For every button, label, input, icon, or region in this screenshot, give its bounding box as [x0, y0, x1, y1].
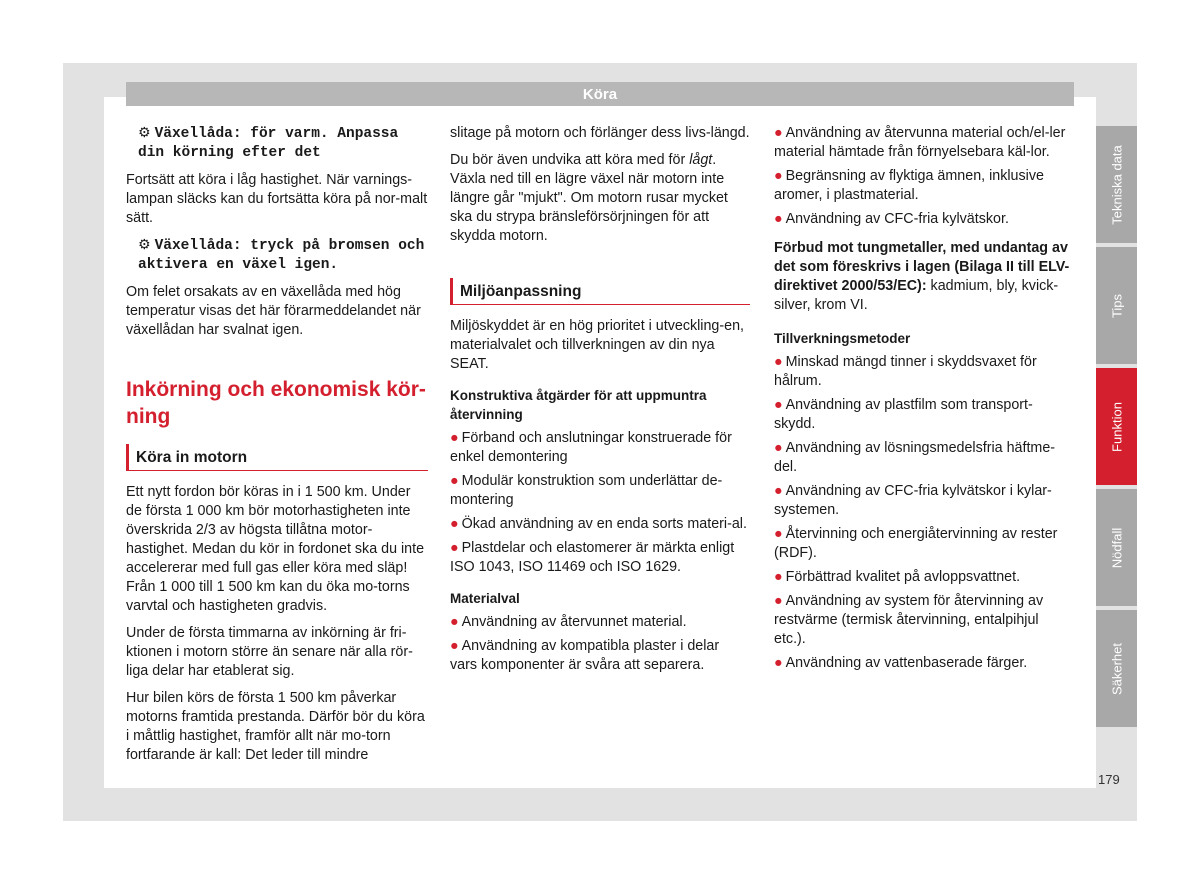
warning-gearbox-hot: [138, 124, 428, 163]
column-2: [450, 124, 750, 680]
tab-nodfall[interactable]: Nödfall: [1096, 489, 1137, 606]
text-span: Du bör även undvika att köra med för: [450, 152, 690, 168]
paragraph: Om felet orsakats av en växellåda med hög temperatur visas det här förarmeddelandet när växellådan har svalnat igen.: [126, 284, 421, 338]
list-item: ● Användning av vattenbaserade färger.: [774, 655, 1028, 671]
bullet-list: [450, 613, 750, 675]
gearbox-warning-icon: ⚙: [138, 237, 151, 253]
paragraph: slitage på motorn och förlänger dess livs-längd.: [450, 125, 750, 141]
list-item: ● Användning av CFC-fria kylvätskor.: [774, 211, 1009, 227]
gearbox-warning-icon: ⚙: [138, 125, 151, 141]
list-item: ● Modulär konstruktion som underlättar de-montering: [450, 473, 723, 508]
bullet-icon: ●: [774, 211, 783, 227]
bullet-icon: ●: [774, 354, 783, 370]
list-item: ● Minskad mängd tinner i skyddsvaxet för hålrum.: [774, 354, 1037, 389]
paragraph: Under de första timmarna av inkörning är fri-ktionen i motorn större än senare när alla rör-liga delar har etablerat sig.: [126, 625, 413, 679]
list-item: ● Förbättrad kvalitet på avloppsvattnet.: [774, 569, 1021, 585]
paragraph: [774, 239, 1074, 315]
bullet-icon: ●: [774, 593, 783, 609]
list-item: ● Förband och anslutningar konstruerade för enkel demontering: [450, 430, 732, 465]
subsection-title: Miljöanpassning: [450, 278, 750, 305]
bullet-icon: ●: [450, 540, 459, 556]
bullet-icon: ●: [450, 614, 459, 630]
bullet-icon: ●: [774, 168, 783, 184]
section-heading: Inkörning och ekonomisk kör-ning: [126, 378, 426, 428]
list-item: ● Användning av system för återvinning av restvärme (termisk återvinning, entalpihjul etc.).: [774, 593, 1044, 647]
bullet-icon: ●: [774, 483, 783, 499]
paragraph: Fortsätt att köra i låg hastighet. När varnings-lampan släcks kan du fortsätta köra på nor-malt sätt.: [126, 172, 428, 226]
paragraph: [450, 151, 750, 246]
emphasis: lågt: [689, 152, 713, 168]
text-span: kadmium, bly, kvick-silver, krom VI.: [774, 278, 1059, 313]
bullet-icon: ●: [450, 473, 459, 489]
list-item: ● Användning av återvunna material och/el-ler material hämtade från förnyelsebara käl-lor.: [774, 125, 1066, 160]
list-item: ● Plastdelar och elastomerer är märkta enligt ISO 1043, ISO 11469 och ISO 1629.: [450, 540, 735, 575]
bullet-icon: ●: [774, 125, 783, 141]
bullet-icon: ●: [774, 655, 783, 671]
bullet-list: [774, 124, 1074, 229]
tab-tekniska-data[interactable]: Tekniska data: [1096, 126, 1137, 243]
list-item: ● Begränsning av flyktiga ämnen, inklusive aromer, i plastmaterial.: [774, 168, 1044, 203]
list-item: ● Användning av återvunnet material.: [450, 614, 687, 630]
list-item: ● Användning av lösningsmedelsfria häftme-del.: [774, 440, 1056, 475]
subsection-title: Köra in motorn: [126, 444, 428, 471]
bullet-list: [774, 353, 1074, 673]
tab-tips[interactable]: Tips: [1096, 247, 1137, 364]
warning-gearbox-brake: [138, 236, 428, 275]
paragraph: Ett nytt fordon bör köras in i 1 500 km. Under de första 1 000 km bör motorhastigheten inte överskrida 2/3 av högsta tillåtna motor-hastighet. Medan du kör in fordonet ska du inte accelererar med full gas eller köra med släp! Från 1 000 till 1 500 km kan du öka mo-torns varvtal och hastigheten gradvis.: [126, 484, 425, 614]
tab-funktion[interactable]: Funktion: [1096, 368, 1137, 485]
bullet-icon: ●: [450, 516, 459, 532]
page-number: 179: [1098, 772, 1120, 787]
bold-text: Förbud mot tungmetaller, med undantag av det som föreskrivs i lagen (Bilaga II till ELV-direktivet 2000/53/EC):: [774, 240, 1070, 294]
list-item: ● Användning av CFC-fria kylvätskor i kylar-systemen.: [774, 483, 1052, 518]
paragraph: Miljöskyddet är en hög prioritet i utveckling-en, materialvalet och tillverkningen av din nya SEAT.: [450, 318, 745, 372]
paragraph: Hur bilen körs de första 1 500 km påverkar motorns framtida prestanda. Därför bör du köra i måttlig hastighet, framför allt när mo-torn fortfarande är kall: Det leder till mindre: [126, 690, 425, 763]
tab-sakerhet[interactable]: Säkerhet: [1096, 610, 1137, 727]
bullet-icon: ●: [450, 430, 459, 446]
bullet-icon: ●: [774, 569, 783, 585]
list-item: ● Ökad användning av en enda sorts materi-al.: [450, 516, 747, 532]
bullet-icon: ●: [774, 440, 783, 456]
list-item: ● Användning av plastfilm som transport-skydd.: [774, 397, 1033, 432]
subheading: Materialval: [450, 591, 520, 606]
bullet-list: [450, 429, 750, 577]
list-item: ● Återvinning och energiåtervinning av rester (RDF).: [774, 526, 1058, 561]
warning-text: Växellåda: tryck på bromsen och aktivera en växel igen.: [138, 238, 425, 273]
column-1: [126, 124, 428, 773]
column-3: [774, 124, 1074, 678]
warning-text: Växellåda: för varm. Anpassa din körning efter det: [138, 126, 399, 161]
bullet-icon: ●: [774, 397, 783, 413]
subheading: Konstruktiva åtgärder för att uppmuntra återvinning: [450, 388, 707, 422]
subheading: Tillverkningsmetoder: [774, 331, 911, 346]
chapter-header: Köra: [126, 82, 1074, 106]
text-span: . Växla ned till en lägre växel när motorn inte längre går "mjukt". Om motorn rusar mycket ska du strypa bränsleförsörjningen för att skydda motorn.: [450, 152, 728, 244]
bullet-icon: ●: [450, 638, 459, 654]
bullet-icon: ●: [774, 526, 783, 542]
list-item: ● Användning av kompatibla plaster i delar vars komponenter är svåra att separera.: [450, 638, 720, 673]
